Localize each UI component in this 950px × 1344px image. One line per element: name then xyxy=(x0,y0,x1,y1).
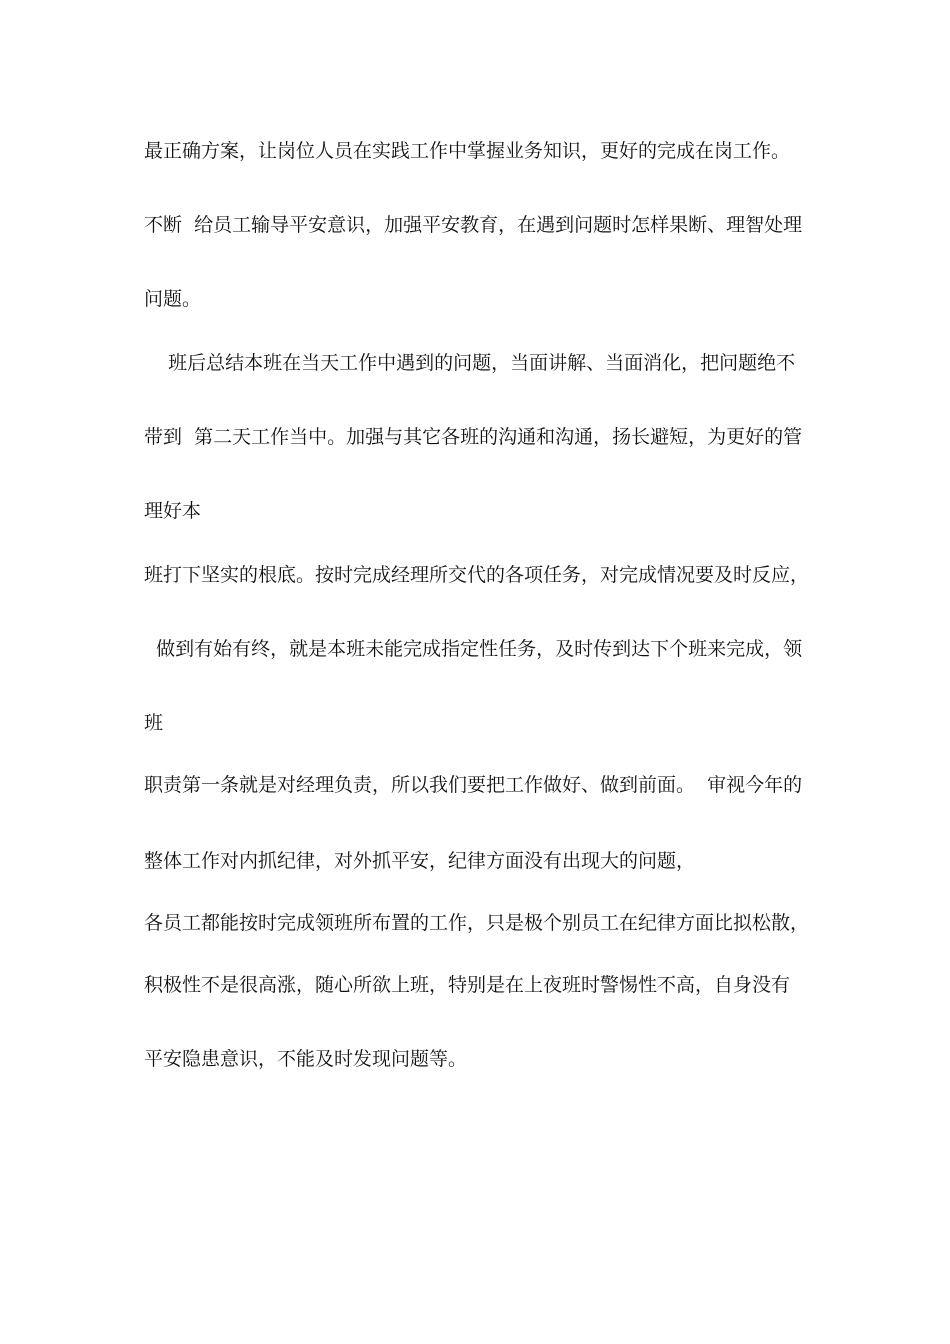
text-line: 做到有始有终，就是本班未能完成指定性任务，及时传到达下个班来完成，领 xyxy=(144,638,803,660)
text-line: 职责第一条就是对经理负责，所以我们要把工作做好、做到前面。 审视今年的 xyxy=(144,774,803,796)
text-line: 班后总结本班在当天工作中遇到的问题，当面讲解、当面消化，把问题绝不 xyxy=(144,352,796,374)
text-line: 最正确方案，让岗位人员在实践工作中掌握业务知识，更好的完成在岗工作。 xyxy=(144,140,791,162)
text-line: 平安隐患意识，不能及时发现问题等。 xyxy=(144,1048,468,1070)
text-line: 带到 第二天工作当中。加强与其它各班的沟通和沟通，扬长避短，为更好的管 xyxy=(144,426,803,448)
text-line: 班打下坚实的根底。按时完成经理所交代的各项任务，对完成情况要及时反应， xyxy=(144,564,810,586)
text-line: 不断 给员工输导平安意识，加强平安教育，在遇到问题时怎样果断、理智处理 xyxy=(144,214,803,236)
text-line: 积极性不是很高涨，随心所欲上班，特别是在上夜班时警惕性不高，自身没有 xyxy=(144,974,791,996)
text-line: 整体工作对内抓纪律，对外抓平安，纪律方面没有出现大的问题， xyxy=(144,850,696,872)
text-line: 理好本 xyxy=(144,500,202,522)
text-line: 各员工都能按时完成领班所布置的工作，只是极个别员工在纪律方面比拟松散， xyxy=(144,912,810,934)
text-line: 问题。 xyxy=(144,288,202,310)
text-line: 班 xyxy=(144,712,164,734)
